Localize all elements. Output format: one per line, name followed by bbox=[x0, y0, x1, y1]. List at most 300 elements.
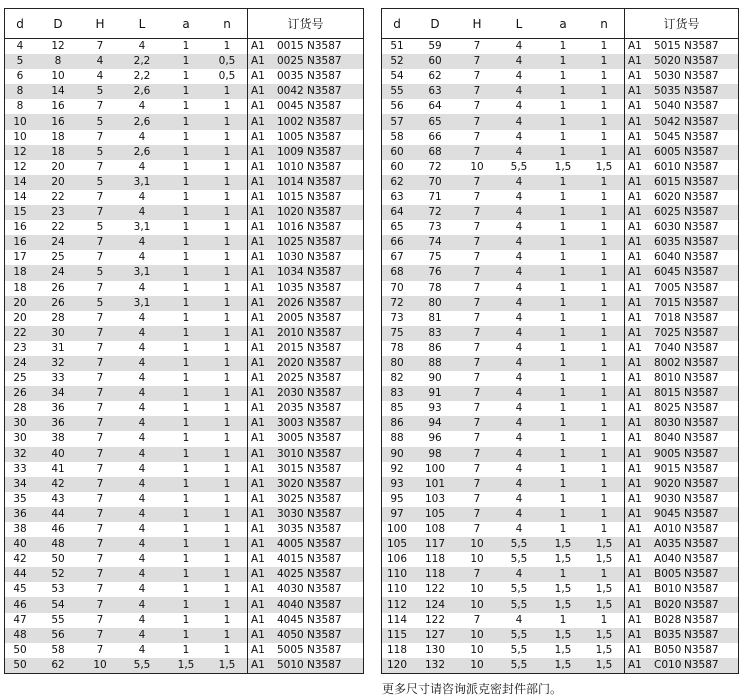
cell-n: 1 bbox=[207, 628, 248, 643]
cell-n: 1 bbox=[223, 130, 231, 143]
cell-n: 1 bbox=[207, 447, 248, 462]
table-row bbox=[382, 160, 738, 175]
cell-H: 7 bbox=[81, 447, 119, 462]
cell-order-number bbox=[248, 492, 364, 507]
cell-H: 7 bbox=[96, 100, 104, 113]
cell-a: 1 bbox=[542, 326, 584, 341]
cell-a: 1 bbox=[165, 114, 207, 129]
order-prefix: A1 bbox=[628, 206, 642, 219]
order-suffix: N3587 bbox=[307, 251, 342, 264]
cell-n: 0,5 bbox=[207, 54, 248, 69]
order-code: 4040 bbox=[277, 598, 304, 611]
table-row bbox=[382, 84, 738, 99]
order-code: 5040 bbox=[654, 100, 681, 113]
cell-a: 1 bbox=[165, 54, 207, 69]
order-code: 7040 bbox=[654, 341, 681, 354]
cell-L: 4 bbox=[515, 341, 523, 354]
order-code: 1025 bbox=[277, 236, 304, 249]
cell-order-number bbox=[625, 567, 739, 582]
order-prefix: A1 bbox=[628, 387, 642, 400]
cell-d: 112 bbox=[382, 597, 412, 612]
cell-H: 4 bbox=[81, 54, 119, 69]
table-row bbox=[5, 265, 363, 280]
order-suffix: N3587 bbox=[684, 251, 719, 264]
table-row bbox=[5, 643, 363, 658]
cell-L: 4 bbox=[138, 432, 146, 445]
order-code: 2026 bbox=[277, 296, 304, 309]
cell-d: 17 bbox=[13, 251, 27, 264]
cell-D: 105 bbox=[412, 507, 458, 522]
order-suffix: N3587 bbox=[684, 538, 719, 551]
cell-n: 1,5 bbox=[584, 628, 625, 643]
order-suffix: N3587 bbox=[684, 583, 719, 596]
cell-n: 1 bbox=[584, 175, 625, 190]
order-code: B028 bbox=[654, 613, 682, 626]
cell-d: 35 bbox=[13, 492, 27, 505]
cell-d: 110 bbox=[382, 567, 412, 582]
cell-a: 1 bbox=[165, 296, 207, 311]
cell-a: 1 bbox=[559, 492, 567, 505]
order-prefix: A1 bbox=[251, 55, 265, 68]
order-code: A035 bbox=[654, 538, 682, 551]
order-code: 5042 bbox=[654, 115, 681, 128]
order-suffix: N3587 bbox=[307, 432, 342, 445]
cell-D: 124 bbox=[412, 597, 458, 612]
cell-a: 1 bbox=[165, 356, 207, 371]
footnote: 更多尺寸请咨询派克密封件部门。 bbox=[382, 682, 563, 696]
cell-D: 38 bbox=[51, 432, 65, 445]
cell-a: 1 bbox=[559, 251, 567, 264]
order-code: 0045 bbox=[277, 100, 304, 113]
order-prefix: A1 bbox=[251, 462, 265, 475]
cell-H: 7 bbox=[96, 643, 104, 656]
order-suffix: N3587 bbox=[307, 281, 342, 294]
header-a: a bbox=[165, 9, 207, 39]
order-code: 6005 bbox=[654, 145, 681, 158]
cell-H: 10 bbox=[470, 553, 484, 566]
cell-d: 8 bbox=[5, 84, 35, 99]
order-prefix: A1 bbox=[628, 507, 642, 520]
cell-d: 110 bbox=[386, 583, 408, 596]
cell-H: 7 bbox=[96, 372, 104, 385]
table-row bbox=[382, 658, 738, 673]
table-row bbox=[5, 84, 363, 99]
cell-n: 1 bbox=[223, 432, 231, 445]
order-code: 5020 bbox=[654, 55, 681, 68]
order-suffix: N3587 bbox=[307, 175, 342, 188]
cell-a: 1,5 bbox=[542, 597, 584, 612]
cell-H: 7 bbox=[458, 356, 496, 371]
order-suffix: N3587 bbox=[684, 281, 719, 294]
order-suffix: N3587 bbox=[307, 221, 342, 234]
cell-D: 52 bbox=[35, 567, 81, 582]
cell-L: 4 bbox=[515, 221, 523, 234]
cell-order-number bbox=[625, 582, 739, 597]
cell-H: 5 bbox=[96, 221, 104, 234]
table-row bbox=[382, 235, 738, 250]
order-code: B050 bbox=[654, 643, 682, 656]
order-prefix: A1 bbox=[251, 221, 265, 234]
cell-D: 70 bbox=[412, 175, 458, 190]
order-suffix: N3587 bbox=[307, 492, 342, 505]
cell-n: 1 bbox=[600, 70, 608, 83]
order-prefix: A1 bbox=[251, 296, 265, 309]
cell-D: 94 bbox=[412, 416, 458, 431]
table-row bbox=[5, 492, 363, 507]
cell-L: 2,6 bbox=[119, 145, 165, 160]
cell-n: 1 bbox=[223, 643, 231, 656]
cell-H: 7 bbox=[96, 251, 104, 264]
cell-d: 18 bbox=[5, 265, 35, 280]
order-suffix: N3587 bbox=[307, 145, 342, 158]
table-row bbox=[382, 522, 738, 537]
cell-D: 71 bbox=[428, 190, 442, 203]
cell-n: 1 bbox=[584, 114, 625, 129]
cell-order-number bbox=[248, 507, 364, 522]
order-prefix: A1 bbox=[628, 417, 642, 430]
order-suffix: N3587 bbox=[684, 326, 719, 339]
cell-D: 44 bbox=[35, 507, 81, 522]
order-code: 1020 bbox=[277, 206, 304, 219]
cell-order-number bbox=[625, 552, 739, 567]
table-row bbox=[5, 326, 363, 341]
cell-n: 1 bbox=[600, 281, 608, 294]
cell-n: 1 bbox=[600, 130, 608, 143]
order-suffix: N3587 bbox=[684, 160, 719, 173]
table-row bbox=[382, 99, 738, 114]
order-prefix: A1 bbox=[628, 598, 642, 611]
order-code: 1014 bbox=[277, 175, 304, 188]
order-prefix: A1 bbox=[251, 477, 265, 490]
order-suffix: N3587 bbox=[307, 538, 342, 551]
cell-a: 1 bbox=[165, 84, 207, 99]
cell-a: 1 bbox=[165, 205, 207, 220]
cell-L: 4 bbox=[496, 265, 542, 280]
cell-a: 1 bbox=[542, 567, 584, 582]
cell-d: 16 bbox=[13, 221, 27, 234]
cell-H: 7 bbox=[473, 100, 481, 113]
order-suffix: N3587 bbox=[307, 311, 342, 324]
cell-order-number bbox=[248, 220, 364, 235]
cell-n: 1 bbox=[584, 145, 625, 160]
order-suffix: N3587 bbox=[684, 477, 719, 490]
cell-a: 1 bbox=[182, 100, 190, 113]
order-prefix: A1 bbox=[628, 221, 642, 234]
header-d: d bbox=[382, 9, 412, 39]
cell-H: 7 bbox=[96, 341, 104, 354]
cell-a: 1 bbox=[165, 477, 207, 492]
cell-order-number bbox=[248, 613, 364, 628]
cell-d: 60 bbox=[382, 145, 412, 160]
cell-L: 5,5 bbox=[510, 583, 528, 596]
table-row bbox=[5, 597, 363, 612]
cell-D: 122 bbox=[424, 613, 446, 626]
cell-n: 1 bbox=[584, 235, 625, 250]
cell-D: 43 bbox=[51, 492, 65, 505]
cell-D: 40 bbox=[35, 447, 81, 462]
cell-a: 1 bbox=[165, 145, 207, 160]
cell-a: 1 bbox=[559, 221, 567, 234]
cell-n: 1 bbox=[223, 583, 231, 596]
order-code: 4050 bbox=[277, 628, 304, 641]
cell-L: 4 bbox=[515, 40, 523, 53]
cell-order-number bbox=[625, 281, 739, 296]
cell-L: 4 bbox=[496, 114, 542, 129]
cell-H: 10 bbox=[458, 658, 496, 673]
cell-D: 34 bbox=[35, 386, 81, 401]
order-suffix: N3587 bbox=[684, 311, 719, 324]
order-suffix: N3587 bbox=[684, 643, 719, 656]
order-prefix: A1 bbox=[628, 326, 642, 339]
cell-D: 60 bbox=[412, 54, 458, 69]
cell-order-number bbox=[248, 643, 364, 658]
cell-H: 7 bbox=[81, 567, 119, 582]
cell-a: 1,5 bbox=[554, 643, 572, 656]
cell-n: 1 bbox=[600, 402, 608, 415]
cell-L: 3,1 bbox=[119, 265, 165, 280]
cell-L: 3,1 bbox=[133, 221, 151, 234]
order-prefix: A1 bbox=[628, 251, 642, 264]
cell-a: 1 bbox=[542, 145, 584, 160]
order-prefix: A1 bbox=[628, 311, 642, 324]
cell-L: 4 bbox=[515, 100, 523, 113]
cell-order-number bbox=[248, 597, 364, 612]
cell-d: 36 bbox=[5, 507, 35, 522]
order-code: 6030 bbox=[654, 221, 681, 234]
order-prefix: A1 bbox=[628, 175, 642, 188]
cell-d: 66 bbox=[382, 235, 412, 250]
cell-n: 1 bbox=[584, 507, 625, 522]
order-prefix: A1 bbox=[251, 145, 265, 158]
cell-a: 1 bbox=[559, 190, 567, 203]
cell-D: 91 bbox=[412, 386, 458, 401]
cell-H: 7 bbox=[473, 432, 481, 445]
cell-order-number bbox=[248, 462, 364, 477]
cell-L: 4 bbox=[119, 235, 165, 250]
order-code: 1005 bbox=[277, 130, 304, 143]
order-prefix: A1 bbox=[251, 160, 265, 173]
cell-a: 1 bbox=[182, 643, 190, 656]
cell-H: 7 bbox=[458, 235, 496, 250]
cell-d: 114 bbox=[386, 613, 408, 626]
order-code: A010 bbox=[654, 523, 682, 536]
table-header bbox=[5, 9, 363, 39]
order-suffix: N3587 bbox=[307, 100, 342, 113]
cell-D: 90 bbox=[428, 372, 442, 385]
order-suffix: N3587 bbox=[307, 387, 342, 400]
order-suffix: N3587 bbox=[307, 658, 342, 671]
header-n: n bbox=[584, 9, 625, 39]
cell-d: 51 bbox=[390, 40, 404, 53]
table-row bbox=[5, 220, 363, 235]
cell-order-number bbox=[248, 145, 364, 160]
cell-d: 100 bbox=[386, 523, 408, 536]
cell-a: 1 bbox=[182, 613, 190, 626]
cell-H: 7 bbox=[458, 296, 496, 311]
order-suffix: N3587 bbox=[684, 175, 719, 188]
cell-a: 1,5 bbox=[542, 658, 584, 673]
cell-L: 4 bbox=[119, 507, 165, 522]
order-suffix: N3587 bbox=[684, 432, 719, 445]
cell-L: 4 bbox=[515, 251, 523, 264]
cell-D: 73 bbox=[428, 221, 442, 234]
cell-d: 4 bbox=[16, 40, 24, 53]
order-suffix: N3587 bbox=[684, 658, 719, 671]
order-prefix: A1 bbox=[251, 417, 265, 430]
cell-d: 50 bbox=[5, 658, 35, 673]
cell-H: 7 bbox=[96, 462, 104, 475]
cell-d: 63 bbox=[390, 190, 404, 203]
order-suffix: N3587 bbox=[307, 583, 342, 596]
header-n: n bbox=[207, 9, 248, 39]
table-row bbox=[5, 235, 363, 250]
order-code: 7025 bbox=[654, 326, 681, 339]
cell-a: 1 bbox=[559, 70, 567, 83]
cell-n: 1 bbox=[207, 416, 248, 431]
cell-a: 1 bbox=[165, 567, 207, 582]
cell-order-number bbox=[248, 356, 364, 371]
cell-H: 7 bbox=[96, 553, 104, 566]
table-row bbox=[382, 507, 738, 522]
cell-n: 1 bbox=[223, 341, 231, 354]
cell-H: 7 bbox=[473, 311, 481, 324]
cell-D: 66 bbox=[428, 130, 442, 143]
cell-D: 33 bbox=[51, 372, 65, 385]
cell-n: 1 bbox=[207, 145, 248, 160]
cell-L: 4 bbox=[515, 130, 523, 143]
cell-L: 4 bbox=[138, 583, 146, 596]
table-row bbox=[382, 54, 738, 69]
cell-order-number bbox=[248, 341, 364, 356]
table-row bbox=[382, 492, 738, 507]
cell-d: 30 bbox=[5, 416, 35, 431]
cell-n: 1 bbox=[223, 462, 231, 475]
order-prefix: A1 bbox=[628, 130, 642, 143]
order-suffix: N3587 bbox=[684, 417, 719, 430]
cell-order-number bbox=[248, 567, 364, 582]
table-row bbox=[5, 658, 363, 673]
table-row bbox=[382, 643, 738, 658]
cell-n: 1 bbox=[584, 84, 625, 99]
cell-order-number bbox=[625, 447, 739, 462]
cell-order-number bbox=[248, 386, 364, 401]
cell-D: 56 bbox=[35, 628, 81, 643]
cell-order-number bbox=[625, 326, 739, 341]
table-row bbox=[5, 296, 363, 311]
order-prefix: A1 bbox=[628, 372, 642, 385]
cell-d: 118 bbox=[386, 643, 408, 656]
cell-L: 4 bbox=[496, 507, 542, 522]
cell-L: 4 bbox=[515, 372, 523, 385]
table-row bbox=[382, 311, 738, 326]
cell-n: 1,5 bbox=[584, 597, 625, 612]
order-prefix: A1 bbox=[628, 447, 642, 460]
order-code: 6010 bbox=[654, 160, 681, 173]
order-code: 5005 bbox=[277, 643, 304, 656]
table-row bbox=[382, 371, 738, 386]
order-code: 5015 bbox=[654, 40, 681, 53]
cell-n: 1 bbox=[223, 190, 231, 203]
table-row bbox=[5, 401, 363, 416]
order-prefix: A1 bbox=[628, 266, 642, 279]
order-prefix: A1 bbox=[628, 281, 642, 294]
cell-a: 1 bbox=[542, 416, 584, 431]
cell-L: 4 bbox=[515, 523, 523, 536]
order-suffix: N3587 bbox=[307, 190, 342, 203]
order-code: 1010 bbox=[277, 160, 304, 173]
order-suffix: N3587 bbox=[684, 613, 719, 626]
cell-D: 14 bbox=[35, 84, 81, 99]
cell-order-number bbox=[625, 643, 739, 658]
order-prefix: A1 bbox=[628, 341, 642, 354]
table-row bbox=[382, 628, 738, 643]
table-row bbox=[5, 613, 363, 628]
order-suffix: N3587 bbox=[307, 266, 342, 279]
cell-H: 7 bbox=[473, 130, 481, 143]
cell-D: 78 bbox=[428, 281, 442, 294]
order-prefix: A1 bbox=[251, 538, 265, 551]
order-prefix: A1 bbox=[251, 613, 265, 626]
cell-H: 10 bbox=[458, 537, 496, 552]
order-code: 8015 bbox=[654, 387, 681, 400]
order-prefix: A1 bbox=[251, 447, 265, 460]
cell-d: 14 bbox=[13, 190, 27, 203]
cell-D: 31 bbox=[51, 341, 65, 354]
cell-d: 64 bbox=[382, 205, 412, 220]
cell-d: 93 bbox=[382, 477, 412, 492]
cell-n: 1 bbox=[584, 326, 625, 341]
cell-L: 4 bbox=[496, 567, 542, 582]
cell-L: 4 bbox=[119, 597, 165, 612]
cell-a: 1 bbox=[542, 447, 584, 462]
order-prefix: A1 bbox=[628, 402, 642, 415]
cell-order-number bbox=[248, 54, 364, 69]
cell-d: 56 bbox=[390, 100, 404, 113]
order-prefix: A1 bbox=[251, 206, 265, 219]
cell-L: 4 bbox=[496, 386, 542, 401]
order-suffix: N3587 bbox=[307, 341, 342, 354]
table-row bbox=[382, 281, 738, 296]
cell-D: 83 bbox=[412, 326, 458, 341]
cell-D: 26 bbox=[35, 296, 81, 311]
order-prefix: A1 bbox=[251, 372, 265, 385]
cell-a: 1 bbox=[542, 235, 584, 250]
cell-L: 5,5 bbox=[496, 658, 542, 673]
order-code: 5030 bbox=[654, 70, 681, 83]
cell-D: 80 bbox=[412, 296, 458, 311]
cell-D: 46 bbox=[51, 523, 65, 536]
table-row bbox=[382, 401, 738, 416]
cell-n: 1 bbox=[223, 311, 231, 324]
cell-order-number bbox=[248, 416, 364, 431]
order-code: 3005 bbox=[277, 432, 304, 445]
cell-d: 25 bbox=[13, 372, 27, 385]
cell-D: 108 bbox=[424, 523, 446, 536]
cell-d: 73 bbox=[390, 311, 404, 324]
cell-a: 1,5 bbox=[542, 628, 584, 643]
cell-order-number bbox=[248, 628, 364, 643]
order-suffix: N3587 bbox=[684, 206, 719, 219]
order-code: 8002 bbox=[654, 357, 681, 370]
cell-L: 4 bbox=[119, 326, 165, 341]
order-prefix: A1 bbox=[628, 583, 642, 596]
cell-a: 1 bbox=[165, 597, 207, 612]
cell-d: 105 bbox=[382, 537, 412, 552]
cell-n: 1 bbox=[584, 205, 625, 220]
cell-d: 42 bbox=[13, 553, 27, 566]
cell-H: 7 bbox=[458, 54, 496, 69]
cell-H: 7 bbox=[458, 175, 496, 190]
